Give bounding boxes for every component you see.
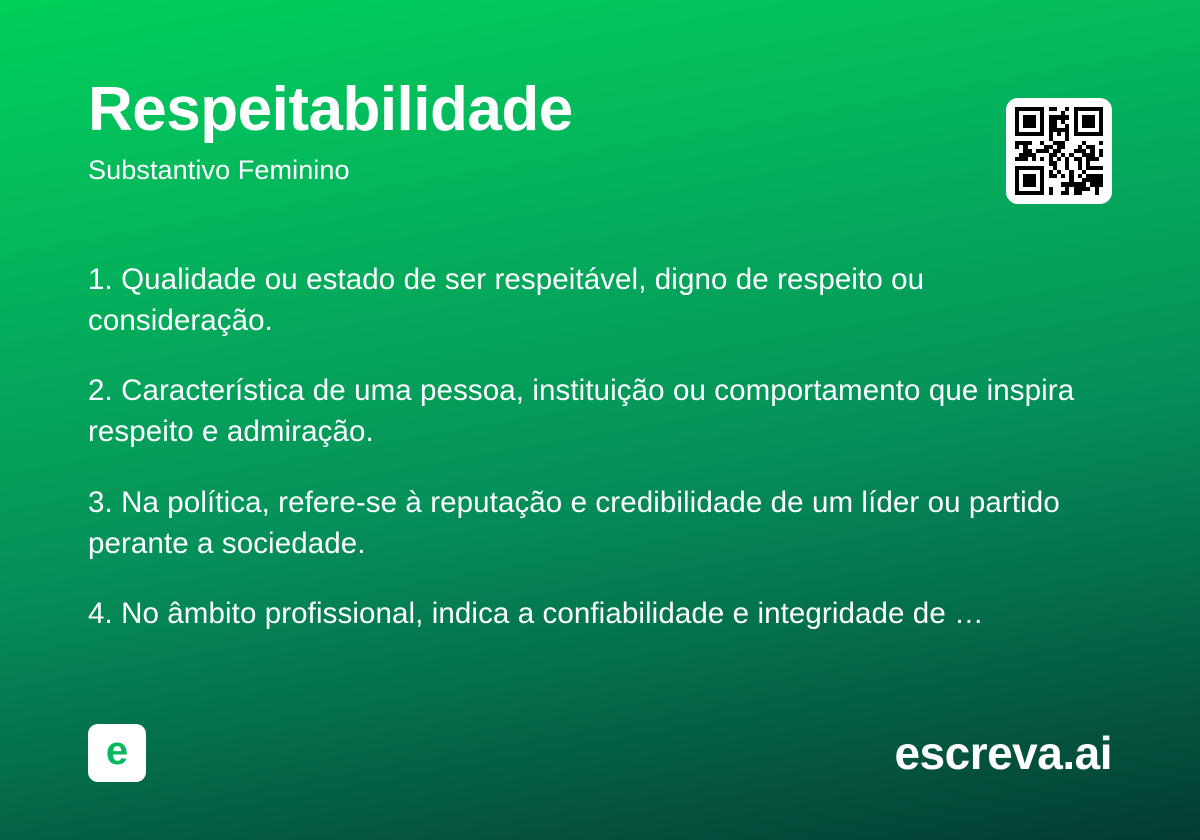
card-footer: [88, 724, 1112, 782]
definition-item: 2. Característica de uma pessoa, instituição ou comportamento que inspira respeito e admiração.: [88, 374, 1075, 449]
logo-letter: e: [105, 729, 129, 773]
definition-list: [88, 260, 1098, 635]
card-header: [88, 75, 1112, 204]
logo-icon: [88, 724, 146, 782]
page-title: Respeitabilidade: [88, 75, 573, 144]
title-block: [88, 75, 573, 186]
qr-code-icon[interactable]: [1006, 98, 1112, 204]
definition-item: 4. No âmbito profissional, indica a confiabilidade e integridade de …: [88, 597, 984, 631]
definition-item: 1. Qualidade ou estado de ser respeitável, digno de respeito ou consideração.: [88, 263, 925, 337]
brand-name: escreva.ai: [894, 727, 1112, 779]
word-class-label: Substantivo Feminino: [88, 155, 350, 186]
definition-item: 3. Na política, refere-se à reputação e credibilidade de um líder ou partido perante a sociedade.: [88, 485, 1060, 560]
qr-code-grid: [1015, 107, 1103, 195]
